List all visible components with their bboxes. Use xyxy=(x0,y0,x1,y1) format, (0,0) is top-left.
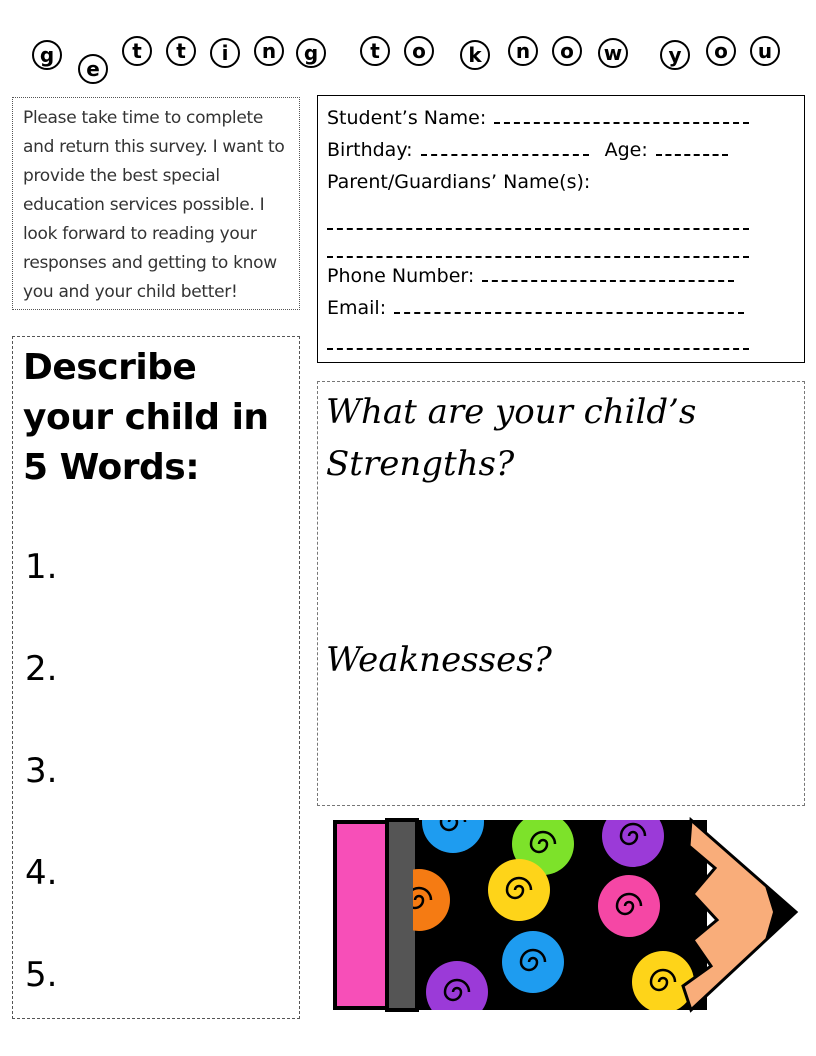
title-letter: t xyxy=(166,36,196,66)
parents-field-2[interactable] xyxy=(327,236,749,258)
page-title xyxy=(0,0,816,100)
phone-row xyxy=(327,260,795,292)
email-field-2[interactable] xyxy=(327,328,749,350)
student-info-box xyxy=(317,95,805,363)
weaknesses-question: Weaknesses? xyxy=(326,640,552,680)
age-label: Age: xyxy=(604,139,648,161)
email-row xyxy=(327,292,795,324)
title-letter: y xyxy=(660,40,690,70)
pencil-illustration xyxy=(333,816,799,1014)
birthday-row xyxy=(327,134,795,166)
title-letter: n xyxy=(254,36,284,66)
title-letter: o xyxy=(404,36,434,66)
polka-dot xyxy=(502,931,564,993)
describe-box xyxy=(12,336,300,1019)
title-letter: i xyxy=(210,38,240,68)
title-letter: g xyxy=(32,40,62,70)
student-name-row xyxy=(327,102,795,134)
birthday-label: Birthday: xyxy=(327,139,413,161)
email-label: Email: xyxy=(327,297,387,319)
pencil-ferrule xyxy=(387,820,417,1010)
polka-dot xyxy=(632,951,694,1013)
word-number-3: 3. xyxy=(25,751,58,791)
word-number-5: 5. xyxy=(25,955,58,995)
title-letter: u xyxy=(750,36,780,66)
phone-field[interactable] xyxy=(482,262,734,282)
strengths-question: What are your child’s Strengths? xyxy=(326,392,697,484)
phone-label: Phone Number: xyxy=(327,265,475,287)
title-letter: w xyxy=(598,38,628,68)
student-name-label: Student’s Name: xyxy=(327,107,487,129)
age-field[interactable] xyxy=(656,136,728,156)
title-letter: k xyxy=(460,40,490,70)
title-letter: o xyxy=(552,36,582,66)
title-letter: t xyxy=(122,36,152,66)
parents-row xyxy=(327,166,795,198)
title-letter: o xyxy=(706,36,736,66)
parents-label: Parent/Guardians’ Name(s): xyxy=(327,171,591,193)
word-number-2: 2. xyxy=(25,649,58,689)
pencil-eraser xyxy=(335,822,387,1008)
title-letter: t xyxy=(360,36,390,66)
polka-dot xyxy=(488,859,550,921)
title-letter: e xyxy=(78,54,108,84)
polka-dot xyxy=(598,875,660,937)
birthday-field[interactable] xyxy=(421,136,589,156)
intro-note: Please take time to complete and return this survey. I want to provide the best special education services possible. I look forward to reading your responses and getting to know you and your child better! xyxy=(12,97,300,310)
word-number-4: 4. xyxy=(25,853,58,893)
describe-title: Describe your child in 5 Words: xyxy=(23,347,269,488)
email-field[interactable] xyxy=(394,294,744,314)
parents-field-1[interactable] xyxy=(327,208,749,230)
strengths-box xyxy=(317,381,805,806)
title-letter: g xyxy=(296,38,326,68)
title-letter: n xyxy=(508,36,538,66)
student-name-field[interactable] xyxy=(494,104,749,124)
word-number-1: 1. xyxy=(25,547,58,587)
